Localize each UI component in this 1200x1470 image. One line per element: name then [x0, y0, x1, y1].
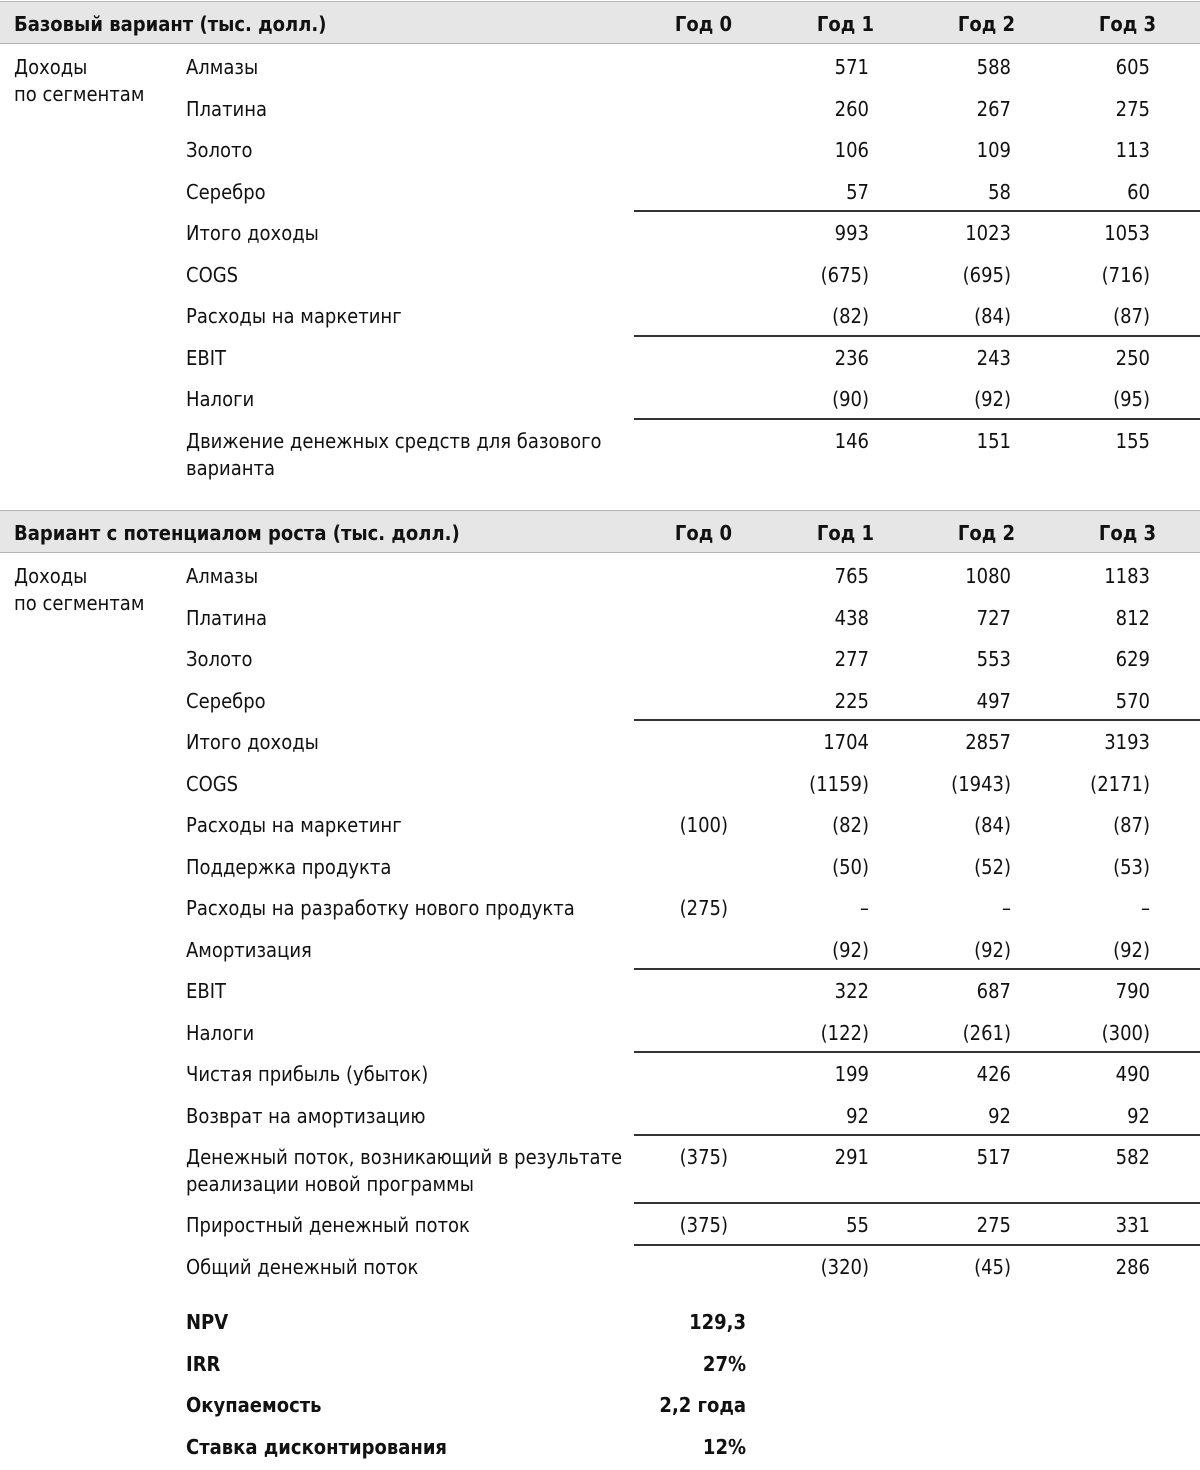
cell-value: 331: [1060, 1212, 1150, 1239]
cell-value: (375): [638, 1212, 728, 1239]
row-label: Поддержка продукта: [186, 854, 626, 881]
row-label: Алмазы: [186, 563, 626, 590]
segment-label-line: Доходы: [14, 55, 87, 79]
cell-value: 55: [779, 1212, 869, 1239]
cell-value: 570: [1060, 688, 1150, 715]
cell-value: 92: [779, 1103, 869, 1130]
cell-value: (100): [638, 812, 728, 839]
table-row: [0, 376, 1200, 418]
year-header: Год 3: [1066, 12, 1156, 36]
base-table-header: [0, 1, 1200, 44]
cell-value: (122): [779, 1020, 869, 1047]
table-row: [0, 86, 1200, 128]
cell-value: 260: [779, 96, 869, 123]
cell-value: 1704: [779, 729, 869, 756]
metric-value: 12%: [560, 1435, 746, 1459]
growth-table-title: Вариант с потенциалом роста (тыс. долл.): [14, 521, 460, 545]
year-header: Год 3: [1066, 521, 1156, 545]
cell-value: (92): [921, 937, 1011, 964]
row-label: Приростный денежный поток: [186, 1212, 626, 1239]
cell-value: (716): [1060, 262, 1150, 289]
cell-value: 687: [921, 978, 1011, 1005]
table-row: [0, 844, 1200, 886]
table-row: [0, 595, 1200, 637]
metric-value: 2,2 года: [560, 1393, 746, 1417]
base-table-title: Базовый вариант (тыс. долл.): [14, 12, 326, 36]
cell-value: –: [779, 895, 869, 922]
cell-value: 1080: [921, 563, 1011, 590]
row-label: Возврат на амортизацию: [186, 1103, 626, 1130]
cell-value: 490: [1060, 1061, 1150, 1088]
row-label: Итого доходы: [186, 220, 626, 247]
cell-value: 497: [921, 688, 1011, 715]
cell-value: 993: [779, 220, 869, 247]
row-label: Итого доходы: [186, 729, 626, 756]
cell-value: 790: [1060, 978, 1150, 1005]
row-label: COGS: [186, 262, 626, 289]
year-header: Год 2: [925, 12, 1015, 36]
growth-table-header: [0, 510, 1200, 553]
cell-value: (300): [1060, 1020, 1150, 1047]
cell-value: (375): [638, 1144, 728, 1171]
cell-value: 225: [779, 688, 869, 715]
base-table: [0, 1, 1200, 486]
row-label: Расходы на маркетинг: [186, 812, 626, 839]
row-label: Налоги: [186, 386, 626, 413]
metric-value: 27%: [560, 1352, 746, 1376]
cell-value: (87): [1060, 303, 1150, 330]
table-row: [0, 293, 1200, 335]
cell-value: 322: [779, 978, 869, 1005]
segment-label-line: по сегментам: [14, 591, 144, 615]
segment-label-line: Доходы: [14, 564, 87, 588]
row-label: EBIT: [186, 978, 626, 1005]
cell-value: (275): [638, 895, 728, 922]
row-label: Платина: [186, 96, 626, 123]
cell-value: 146: [779, 428, 869, 455]
cell-value: 275: [921, 1212, 1011, 1239]
cell-value: 286: [1060, 1254, 1150, 1281]
row-label: EBIT: [186, 345, 626, 372]
cell-value: 243: [921, 345, 1011, 372]
table-row: [0, 1051, 1200, 1093]
row-label: Серебро: [186, 179, 626, 206]
table-row: [0, 553, 1200, 595]
cell-value: (261): [921, 1020, 1011, 1047]
cell-value: (92): [779, 937, 869, 964]
cell-value: (90): [779, 386, 869, 413]
table-row: [0, 636, 1200, 678]
cell-value: 571: [779, 54, 869, 81]
cell-value: 812: [1060, 605, 1150, 632]
metric-label: IRR: [186, 1352, 220, 1376]
cell-value: (84): [921, 812, 1011, 839]
cell-value: 1023: [921, 220, 1011, 247]
cell-value: 109: [921, 137, 1011, 164]
cell-value: (53): [1060, 854, 1150, 881]
cell-value: (95): [1060, 386, 1150, 413]
metric-label: Ставка дисконтирования: [186, 1435, 447, 1459]
row-label: Золото: [186, 646, 626, 673]
table-row: [0, 678, 1200, 720]
metric-row: [0, 1387, 1200, 1429]
year-header: Год 0: [642, 521, 732, 545]
table-row: [0, 1244, 1200, 1286]
metric-label: Окупаемость: [186, 1393, 322, 1417]
cell-value: 106: [779, 137, 869, 164]
table-row: [0, 252, 1200, 294]
cell-value: (92): [1060, 937, 1150, 964]
table-row: [0, 210, 1200, 252]
cell-value: 605: [1060, 54, 1150, 81]
cell-value: (87): [1060, 812, 1150, 839]
cell-value: (45): [921, 1254, 1011, 1281]
cell-value: 588: [921, 54, 1011, 81]
cell-value: 517: [921, 1144, 1011, 1171]
metric-row: [0, 1304, 1200, 1346]
cell-value: (1159): [779, 771, 869, 798]
cell-value: 275: [1060, 96, 1150, 123]
table-row: [0, 885, 1200, 927]
table-row: [0, 1093, 1200, 1135]
cell-value: 199: [779, 1061, 869, 1088]
cell-value: 553: [921, 646, 1011, 673]
cell-value: 92: [921, 1103, 1011, 1130]
row-label: COGS: [186, 771, 626, 798]
row-label: Серебро: [186, 688, 626, 715]
table-row: [0, 927, 1200, 969]
cell-value: (1943): [921, 771, 1011, 798]
cell-value: 582: [1060, 1144, 1150, 1171]
segment-label-line: по сегментам: [14, 82, 144, 106]
table-row: [0, 719, 1200, 761]
cell-value: 727: [921, 605, 1011, 632]
cell-value: 92: [1060, 1103, 1150, 1130]
cell-value: 3193: [1060, 729, 1150, 756]
year-header: Год 0: [642, 12, 732, 36]
cell-value: 291: [779, 1144, 869, 1171]
cell-value: (84): [921, 303, 1011, 330]
row-label: Денежный поток, возникающий в результате реализации новой программы: [186, 1144, 626, 1198]
cell-value: (320): [779, 1254, 869, 1281]
metric-value: 129,3: [560, 1310, 746, 1334]
row-label: Налоги: [186, 1020, 626, 1047]
table-row: [0, 968, 1200, 1010]
investment-metrics: [0, 1304, 1200, 1470]
cell-value: (82): [779, 303, 869, 330]
row-label: Общий денежный поток: [186, 1254, 626, 1281]
table-row: [0, 127, 1200, 169]
cell-value: (52): [921, 854, 1011, 881]
cell-value: 277: [779, 646, 869, 673]
cell-value: (2171): [1060, 771, 1150, 798]
year-header: Год 2: [925, 521, 1015, 545]
table-row: [0, 418, 1200, 486]
cell-value: 155: [1060, 428, 1150, 455]
metric-row: [0, 1429, 1200, 1470]
row-label: Платина: [186, 605, 626, 632]
cell-value: 57: [779, 179, 869, 206]
cell-value: –: [921, 895, 1011, 922]
row-label: Алмазы: [186, 54, 626, 81]
growth-table: [0, 510, 1200, 1285]
cell-value: 1183: [1060, 563, 1150, 590]
year-header: Год 1: [784, 12, 874, 36]
cell-value: 765: [779, 563, 869, 590]
cell-value: –: [1060, 895, 1150, 922]
year-header: Год 1: [784, 521, 874, 545]
cell-value: 250: [1060, 345, 1150, 372]
row-label: Чистая прибыль (убыток): [186, 1061, 626, 1088]
table-row: [0, 1202, 1200, 1244]
cell-value: (82): [779, 812, 869, 839]
table-row: [0, 169, 1200, 211]
row-label: Движение денежных средств для базового варианта: [186, 428, 626, 482]
row-label: Расходы на разработку нового продукта: [186, 895, 626, 922]
cell-value: 60: [1060, 179, 1150, 206]
metric-label: NPV: [186, 1310, 228, 1334]
cell-value: 236: [779, 345, 869, 372]
row-label: Амортизация: [186, 937, 626, 964]
cell-value: 151: [921, 428, 1011, 455]
table-row: [0, 761, 1200, 803]
metric-row: [0, 1346, 1200, 1388]
cell-value: (695): [921, 262, 1011, 289]
row-label: Золото: [186, 137, 626, 164]
cell-value: 58: [921, 179, 1011, 206]
table-row: [0, 1134, 1200, 1202]
cell-value: 113: [1060, 137, 1150, 164]
cell-value: (92): [921, 386, 1011, 413]
cell-value: (50): [779, 854, 869, 881]
cell-value: 629: [1060, 646, 1150, 673]
table-row: [0, 1010, 1200, 1052]
cell-value: 1053: [1060, 220, 1150, 247]
table-row: [0, 44, 1200, 86]
row-label: Расходы на маркетинг: [186, 303, 626, 330]
cell-value: 2857: [921, 729, 1011, 756]
table-row: [0, 335, 1200, 377]
cell-value: 267: [921, 96, 1011, 123]
cell-value: 426: [921, 1061, 1011, 1088]
cell-value: 438: [779, 605, 869, 632]
cell-value: (675): [779, 262, 869, 289]
table-row: [0, 802, 1200, 844]
